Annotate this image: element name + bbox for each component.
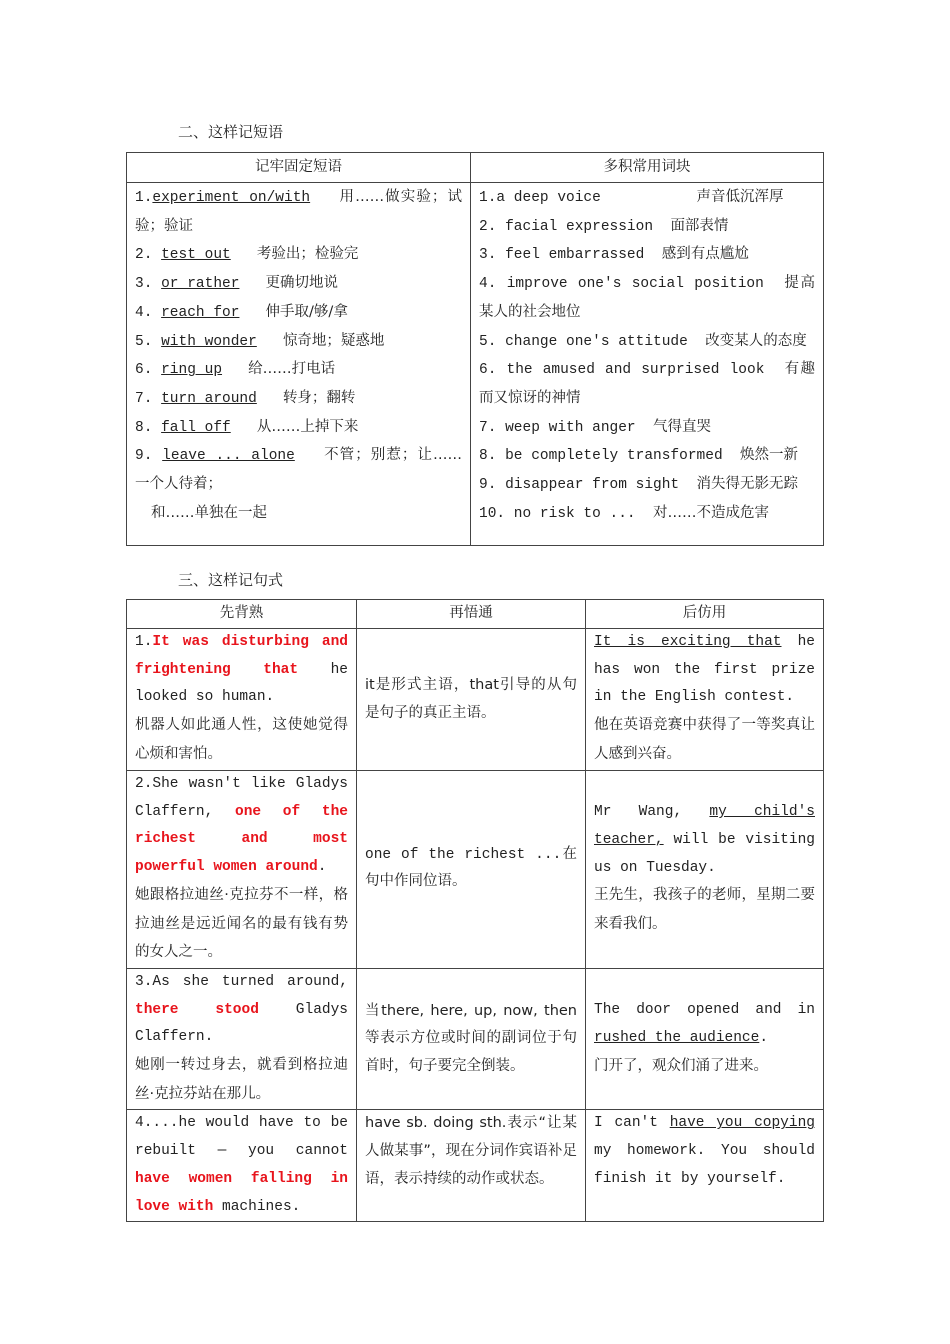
fixed-phrase-item: 8. fall off 从……上掉下来	[135, 418, 359, 436]
fixed-phrase-item: 6. ring up 给……打电话	[135, 361, 336, 379]
imitate-answer: have you copying	[669, 1115, 815, 1132]
word-chunks-cell	[471, 183, 824, 546]
memorize-cell: 2.She wasn't like Gladys Claffern, one of the richest and most powerful women around. 她跟格拉迪丝·克拉芬不一样，格拉迪丝是远近闻名的最有钱有势的女人之一。	[127, 771, 357, 969]
imitate-answer: It is exciting that	[594, 634, 782, 650]
key-pattern: have women falling in love with	[135, 1170, 348, 1215]
word-chunk-item: 7. weep with anger 气得直哭	[479, 418, 712, 436]
pattern-row	[127, 629, 824, 771]
word-chunk-item: 6. the amused and surprised look 有趣而又惊讶的神情	[479, 361, 816, 406]
imitate-cell: I can't have you copying my homework. You should finish it by yourself.	[586, 1110, 824, 1222]
word-chunk-item: 3. feel embarrassed 感到有点尴尬	[479, 246, 749, 264]
memorize-cell: 3.As she turned around, there stood Gladys Claffern. 她刚一转过身去，就看到格拉迪丝·克拉芬站在那儿。	[127, 968, 357, 1110]
key-pattern: It was disturbing and frightening that	[135, 634, 348, 678]
pattern-row	[127, 771, 824, 969]
understand-cell: 当there, here, up, now, then等表示方位或时间的副词位于句首时，句子要完全倒装。	[357, 968, 586, 1110]
memorize-cell: 1.It was disturbing and frightening that he looked so human. 机器人如此通人性，这使她觉得心烦和害怕。	[127, 629, 357, 771]
phrases-table	[126, 152, 824, 546]
fixed-phrase-item: 2. test out 考验出；检验完	[135, 246, 359, 264]
word-chunk-item: 10. no risk to ... 对……不造成危害	[479, 504, 770, 522]
section-heading-phrases: 二、这样记短语	[178, 123, 284, 141]
fixed-phrase-item: 1.experiment on/with 用……做实验；试验；验证	[135, 189, 462, 234]
fixed-phrase-item: 3. or rather 更确切地说	[135, 275, 339, 293]
fixed-phrase-item: 7. turn around 转身；翻转	[135, 389, 356, 407]
understand-cell: have sb. doing sth.表示“让某人做某事”，现在分词作宾语补足语，表示持续的动作或状态。	[357, 1110, 586, 1222]
understand-header: 再悟通	[357, 600, 586, 629]
fixed-phrase-item: 4. reach for 伸手取/够/拿	[135, 303, 348, 321]
imitate-answer: my child's teacher,	[594, 804, 815, 848]
key-pattern: one of the richest and most powerful women around	[135, 803, 349, 876]
word-chunk-item: 2. facial expression 面部表情	[479, 217, 729, 235]
word-chunk-item: 1.a deep voice 声音低沉浑厚	[479, 189, 784, 206]
sentence-patterns-table	[126, 599, 824, 1222]
word-chunk-item: 4. improve one's social position 提高某人的社会地位	[479, 275, 815, 320]
imitate-answer: rushed the audience	[594, 1029, 760, 1046]
word-chunks-header: 多积常用词块	[471, 153, 824, 183]
word-chunk-item: 9. disappear from sight 消失得无影无踪	[479, 476, 799, 494]
imitate-cell: The door opened and in rushed the audience. 门开了，观众们涌了进来。	[586, 968, 824, 1110]
memorize-header: 先背熟	[127, 600, 357, 629]
fixed-phrase-item: 9. leave ... alone 不管；别惹；让……一个人待着； 和……单独在一起	[135, 447, 462, 521]
fixed-phrases-header: 记牢固定短语	[127, 153, 471, 183]
pattern-row	[127, 1110, 824, 1222]
fixed-phrases-cell	[127, 183, 471, 546]
imitate-cell: It is exciting that he has won the first prize in the English contest. 他在英语竞赛中获得了一等奖真让人感到兴奋。	[586, 629, 824, 771]
understand-cell: one of the richest ...在句中作同位语。	[357, 771, 586, 969]
imitate-cell: Mr Wang, my child's teacher, will be visiting us on Tuesday. 王先生，我孩子的老师，星期二要来看我们。	[586, 771, 824, 969]
pattern-row	[127, 968, 824, 1110]
section-heading-sentences: 三、这样记句式	[178, 571, 284, 589]
word-chunk-item: 5. change one's attitude 改变某人的态度	[479, 332, 807, 350]
imitate-header: 后仿用	[586, 600, 824, 629]
key-pattern: there stood	[135, 1001, 259, 1018]
fixed-phrase-item: 5. with wonder 惊奇地；疑惑地	[135, 332, 385, 350]
memorize-cell: 4....he would have to be rebuilt — you cannot have women falling in love with machines.	[127, 1110, 357, 1222]
word-chunk-item: 8. be completely transformed 焕然一新	[479, 447, 799, 465]
understand-cell: it是形式主语，that引导的从句是句子的真正主语。	[357, 629, 586, 771]
